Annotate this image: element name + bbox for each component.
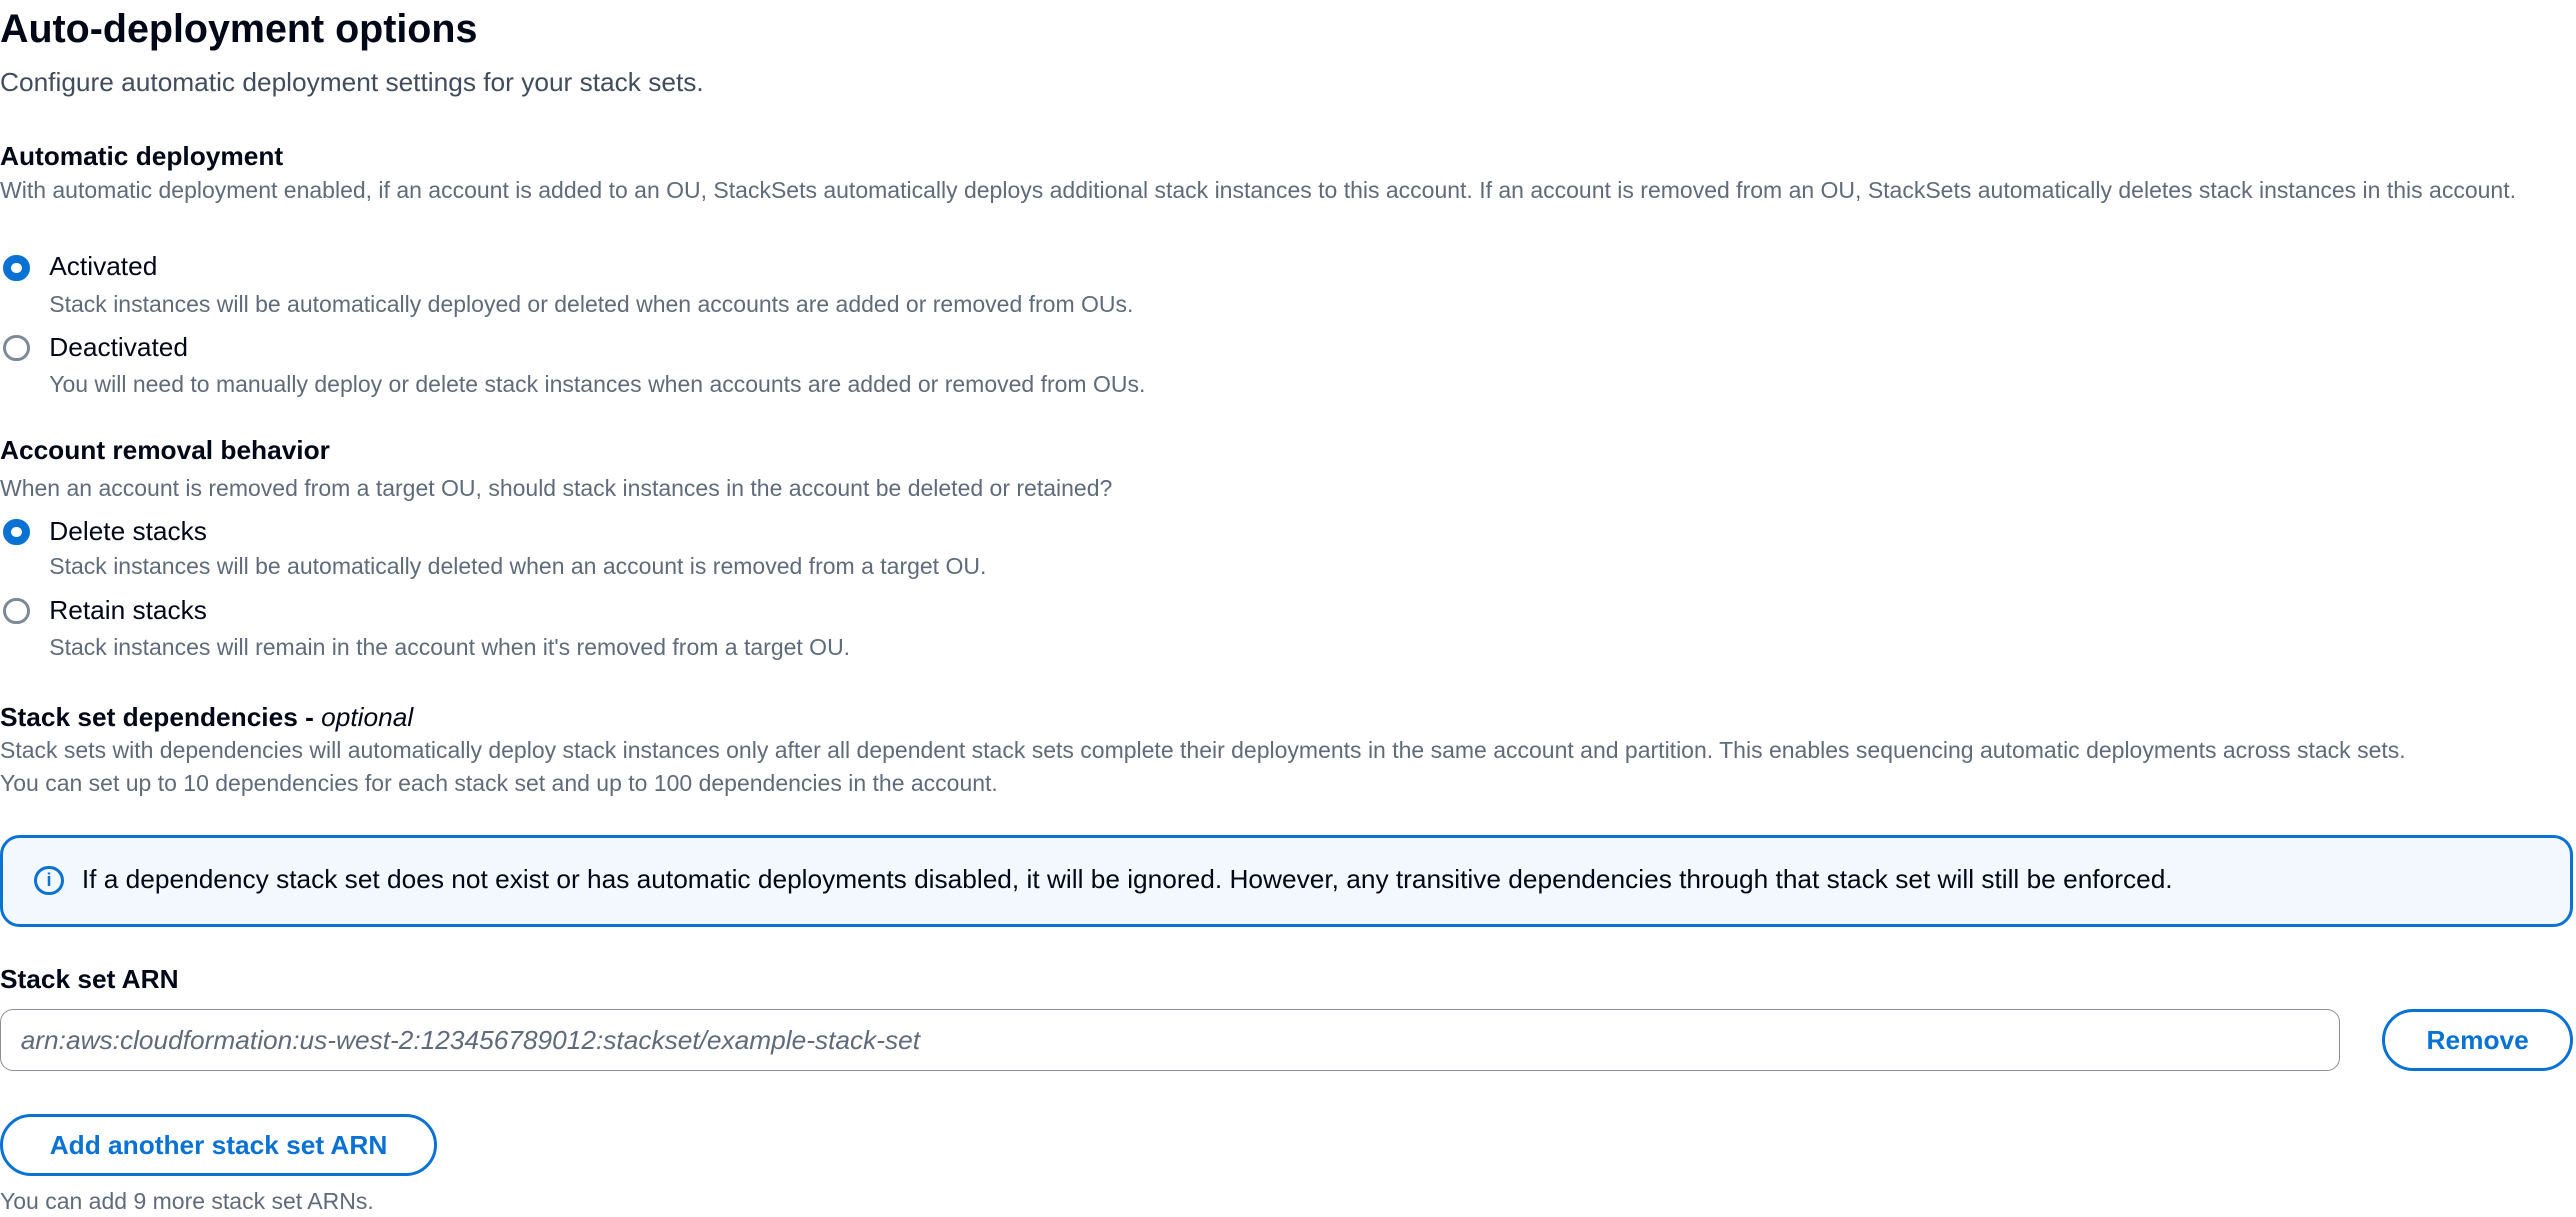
radio-delete-stacks-label[interactable]: Delete stacks bbox=[49, 515, 207, 546]
account-removal-heading: Account removal behavior bbox=[0, 435, 330, 466]
dependencies-heading bbox=[0, 702, 413, 733]
page-subtitle: Configure automatic deployment settings for your stack sets. bbox=[0, 67, 704, 98]
radio-activated[interactable] bbox=[3, 255, 29, 281]
radio-activated-description: Stack instances will be automatically deployed or deleted when accounts are added or removed from OUs. bbox=[49, 290, 1134, 317]
account-removal-description: When an account is removed from a target OU, should stack instances in the account be deleted or retained? bbox=[0, 474, 1113, 501]
radio-delete-stacks[interactable] bbox=[3, 519, 29, 545]
info-icon: i bbox=[34, 866, 64, 896]
dependencies-description-2: You can set up to 10 dependencies for each stack set and up to 100 dependencies in the account. bbox=[0, 770, 998, 797]
stack-set-arn-label: Stack set ARN bbox=[0, 964, 179, 995]
page-title: Auto-deployment options bbox=[0, 6, 478, 51]
add-stack-set-arn-button[interactable]: Add another stack set ARN bbox=[0, 1114, 437, 1176]
dependencies-heading-text: Stack set dependencies - bbox=[0, 701, 322, 732]
optional-tag: optional bbox=[321, 701, 414, 732]
dependencies-description-1: Stack sets with dependencies will automatically deploy stack instances only after all dependent stack sets complete their deployments in the same account and partition. This enables sequencing automatic deployments across stack sets. bbox=[0, 737, 2406, 764]
remove-button[interactable]: Remove bbox=[2382, 1009, 2573, 1071]
radio-delete-stacks-description: Stack instances will be automatically deleted when an account is removed from a target OU. bbox=[49, 553, 987, 580]
info-alert-text: If a dependency stack set does not exist or has automatic deployments disabled, it will be ignored. However, any transitive dependencies through that stack set will still be enforced. bbox=[81, 863, 2173, 894]
automatic-deployment-heading: Automatic deployment bbox=[0, 141, 284, 172]
radio-deactivated-description: You will need to manually deploy or delete stack instances when accounts are added or removed from OUs. bbox=[49, 371, 1146, 398]
radio-retain-stacks[interactable] bbox=[3, 598, 29, 624]
arn-limit-hint: You can add 9 more stack set ARNs. bbox=[0, 1187, 374, 1214]
radio-deactivated[interactable] bbox=[3, 335, 29, 361]
radio-retain-stacks-label[interactable]: Retain stacks bbox=[49, 594, 207, 625]
radio-activated-label[interactable]: Activated bbox=[49, 251, 158, 282]
automatic-deployment-description: With automatic deployment enabled, if an account is added to an OU, StackSets automatically deploys additional stack instances to this account. If an account is removed from an OU, StackSets automatically deletes stack instances in this account. bbox=[0, 177, 2516, 204]
info-alert bbox=[0, 835, 2573, 927]
stack-set-arn-input[interactable] bbox=[0, 1009, 2340, 1071]
radio-deactivated-label[interactable]: Deactivated bbox=[49, 331, 188, 362]
radio-retain-stacks-description: Stack instances will remain in the account when it's removed from a target OU. bbox=[49, 633, 851, 660]
